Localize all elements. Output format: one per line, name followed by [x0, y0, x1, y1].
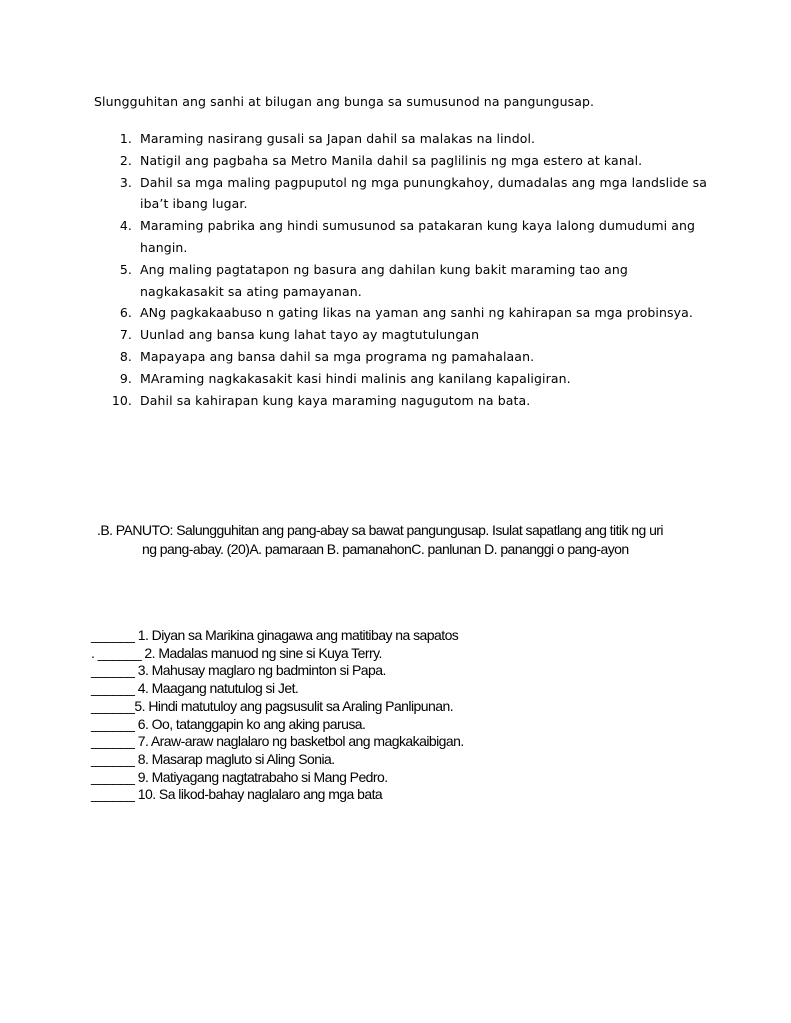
item-number: 1 .: [108, 128, 132, 150]
item-text: Mapayapa ang bansa dahil sa mga programa ng pamahalaan.: [140, 348, 535, 364]
part-a-item: [108, 259, 708, 303]
item-number: 7 .: [108, 324, 132, 346]
item-number: 6 .: [108, 302, 132, 324]
part-b-item: ______ 1. Diyan sa Marikina ginagawa ang matitibay na sapatos: [91, 627, 459, 643]
item-text: Maraming nasirang gusali sa Japan dahil sa malakas na lindol.: [140, 131, 536, 146]
part-a-item: [108, 128, 708, 150]
item-text: Dahil sa kahirapan kung kaya maraming nagugutom na bata.: [140, 392, 531, 408]
part-a-item: [108, 346, 708, 368]
part-a-item: [108, 150, 708, 172]
part-b-item: ______ 7. Araw-araw naglalaro ng basketbol ang magkakaibigan.: [91, 733, 464, 750]
part-a-item: [108, 172, 708, 216]
item-text-continued: iba’t ibang lugar.: [140, 196, 248, 212]
item-text-continued: nagkakasakit sa ating pamayanan.: [140, 283, 362, 299]
part-a-item: [108, 302, 708, 324]
item-number: 3 .: [108, 172, 132, 194]
item-number: 10 .: [108, 390, 132, 412]
item-number: 5 .: [108, 259, 132, 281]
part-b-instruction-line1: .B. PANUTO: Salungguhitan ang pang-abay sa bawat pangungusap. Isulat sapatlang ang titik ng uri: [97, 522, 663, 538]
part-b-instruction-line2: ng pang-abay. (20)A. pamaraan B. pamanahonC. panlunan D. pananggi o pang-ayon: [142, 541, 629, 557]
part-b-item: ______ 10. Sa likod-bahay naglalaro ang mga bata: [91, 786, 383, 803]
part-a-item: [108, 324, 708, 346]
item-text: Maraming pabrika ang hindi sumusunod sa patakaran kung kaya lalong dumudumi ang: [140, 218, 696, 234]
item-text: Ang maling pagtatapon ng basura ang dahilan kung bakit maraming tao ang: [140, 261, 628, 277]
item-text: Dahil sa mga maling pagpuputol ng mga punungkahoy, dumadalas ang mga landslide sa: [140, 174, 708, 190]
item-number: 2 .: [108, 150, 132, 172]
item-text: Natigil ang pagbaha sa Metro Manila dahil sa paglilinis ng mga estero at kanal.: [140, 152, 643, 168]
part-b-instruction: [97, 521, 707, 559]
item-text-continued: hangin.: [140, 239, 188, 255]
part-b-item: ______ 9. Matiyagang nagtatrabaho si Mang Pedro.: [91, 768, 388, 785]
part-b-list: [91, 627, 464, 804]
item-text: Uunlad ang bansa kung lahat tayo ay magtutulungan: [140, 327, 480, 343]
part-a-list: [108, 128, 708, 411]
part-b-item: ______ 3. Mahusay maglaro ng badminton si Papa.: [91, 662, 386, 679]
part-a-item: [108, 368, 708, 390]
item-text: ANg pagkakaabuso n gating likas na yaman ang sanhi ng kahirapan sa mga probinsya.: [140, 305, 693, 321]
part-b-item: ______ 6. Oo, tatanggapin ko ang aking parusa.: [91, 715, 366, 732]
item-number: 9 .: [108, 368, 132, 390]
part-a-item: [108, 390, 708, 412]
part-b-item: . ______ 2. Madalas manuod ng sine si Kuya Terry.: [91, 644, 382, 661]
part-b-item: ______5. Hindi matutuloy ang pagsusulit sa Araling Panlipunan.: [91, 697, 454, 714]
part-b-item: ______ 4. Maagang natutulog si Jet.: [91, 680, 299, 697]
item-number: 8 .: [108, 346, 132, 368]
part-a-instruction: Slungguhitan ang sanhi at bilugan ang bunga sa sumusunod na pangungusap.: [94, 94, 595, 109]
item-number: 4 .: [108, 215, 132, 237]
part-a-item: [108, 215, 708, 259]
part-b-item: ______ 8. Masarap magluto si Aling Sonia.: [91, 750, 335, 767]
item-text: MAraming nagkakasakit kasi hindi malinis ang kanilang kapaligiran.: [140, 370, 571, 386]
